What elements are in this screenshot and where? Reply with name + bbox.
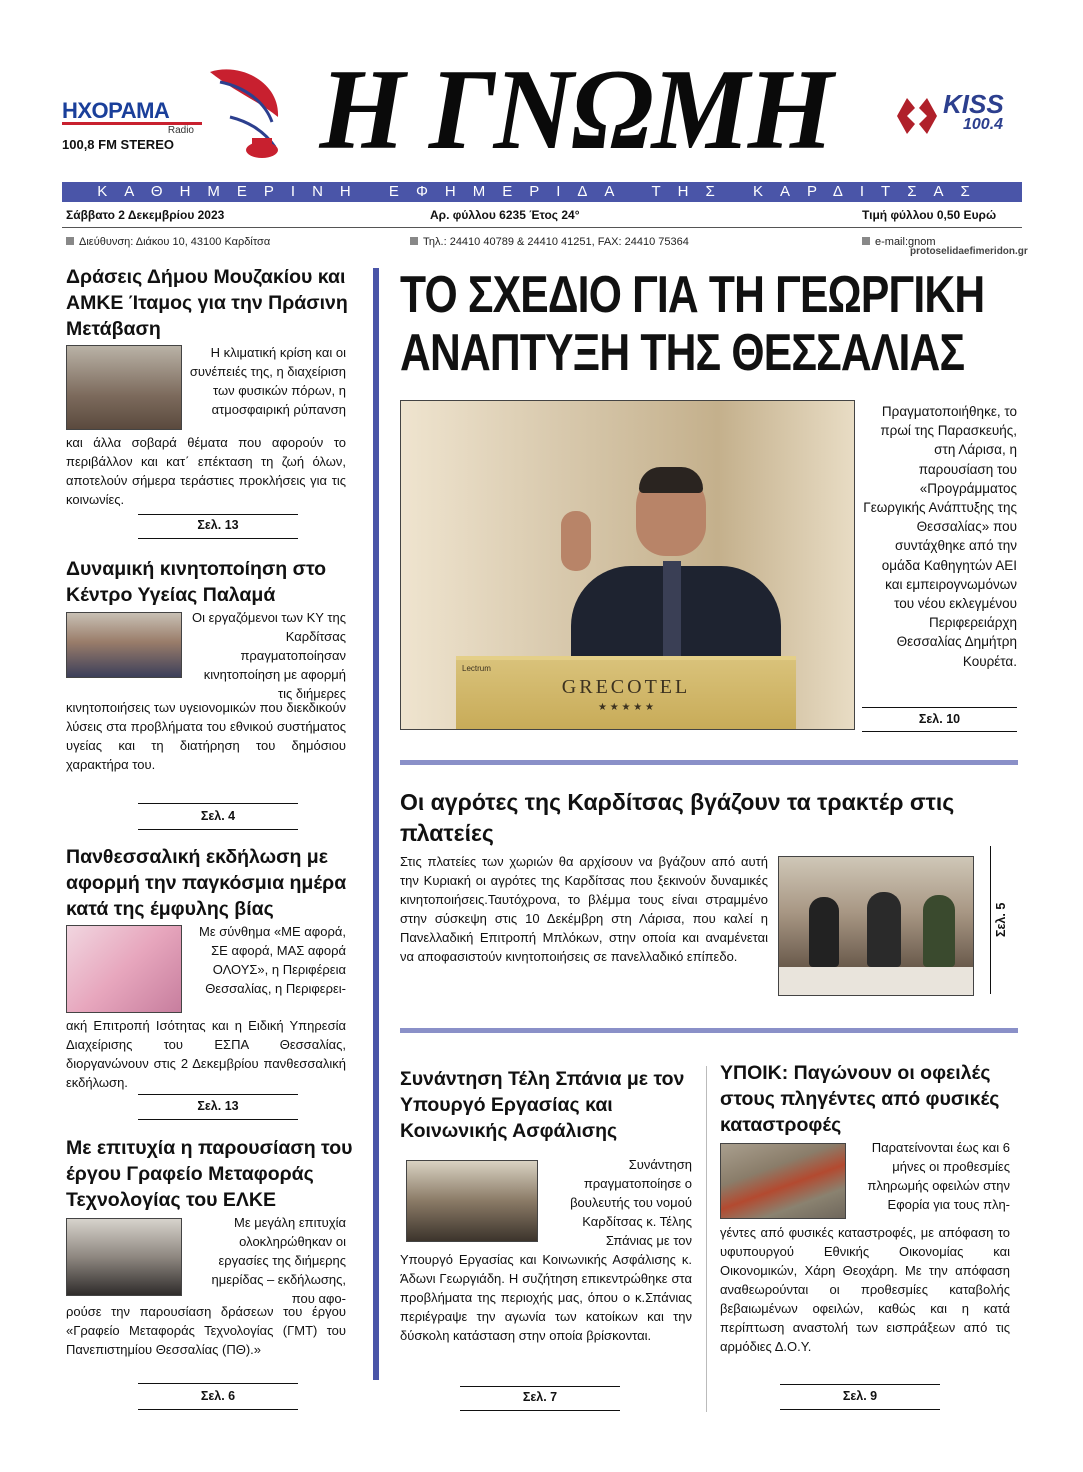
- contact-phones: Τηλ.: 24410 40789 & 24410 41251, FAX: 24410 75364: [410, 236, 689, 248]
- left-story3-text-beside: Με σύνθημα «ΜΕ αφορά, ΣΕ αφορά, ΜΑΣ αφορά ΟΛΟΥΣ», η Περιφέρεια Θεσσαλίας, η Περιφερει-: [199, 924, 346, 996]
- issue-price: Τιμή φύλλου 0,50 Ευρώ: [862, 208, 997, 222]
- main-section-rule: [400, 760, 1018, 765]
- story2-photo: [778, 856, 974, 996]
- main-headline-line1: ΤΟ ΣΧΕΔΙΟ ΓΙΑ ΤΗ ΓΕΩΡΓΙΚΗ: [400, 266, 985, 324]
- contact-email: e-mail:gnom: [862, 236, 936, 248]
- left-story1-rule: [138, 514, 298, 515]
- story2-headline[interactable]: Οι αγρότες της Καρδίτσας βγάζουν τα τρακτέρ στις πλατείες: [400, 789, 955, 846]
- kiss-frequency: 100.4: [963, 116, 1004, 133]
- story4-headline[interactable]: ΥΠΟΙΚ: Παγώνουν οι οφειλές στους πληγέντες από φυσικές καταστροφές: [720, 1062, 1000, 1136]
- left-story2-text-beside: Οι εργαζόμενοι των ΚΥ της Καρδίτσας πραγματοποίησαν κινητοποίηση με αφορμή τις διήμερες: [192, 610, 346, 701]
- speaker-figure: [551, 471, 781, 671]
- left-story3-rule: [138, 1094, 298, 1095]
- left-story2-headline[interactable]: Δυναμική κινητοποίηση στο Κέντρο Υγείας Παλαμά: [66, 558, 327, 606]
- left-story2-text-below: κινητοποιήσεις των υγειονομικών που διεκδικούν λύσεις στα προβλήματα του εθνικού συστήματος υγείας και τη διατήρηση του δημόσιου χαρακτήρα του.: [66, 700, 346, 772]
- left-story3-headline[interactable]: Πανθεσσαλική εκδήλωση με αφορμή την παγκόσμια ημέρα κατά της έμφυλης βίας: [66, 846, 347, 920]
- left-story1-photo: [66, 345, 182, 430]
- left-story4-rule-bottom: [138, 1409, 298, 1410]
- left-story2-rule-bottom: [138, 829, 298, 830]
- main-headline-line2: ΑΝΑΠΤΥΞΗ ΤΗΣ ΘΕΣΣΑΛΙΑΣ: [400, 324, 965, 382]
- story2-page[interactable]: Σελ. 5: [994, 902, 1008, 938]
- left-story3-rule-bottom: [138, 1119, 298, 1120]
- main-headline[interactable]: [400, 266, 985, 382]
- contact-address: Διεύθυνση: Διάκου 10, 43100 Καρδίτσα: [66, 236, 270, 248]
- main-photo: [400, 400, 855, 730]
- story2-text: Στις πλατείες των χωριών θα αρχίσουν να βγάζουν από αυτή την Κυριακή οι αγρότες της Καρδίτσας που ξεκινούν δυναμικές κινητοποιήσεις.Ταυτόχρονα, το βλέμμα τους είναι στραμμένο στην σύσκεψη στις 10 Δεκέμβρη στη Λάρισα, που καλεί η Πανελλαδική Επιτροπή Μπλόκων, στην οποία και αναμένεται να αποφασιστούν κινητοποιήσεις σε πανελλαδικό επίπεδο.: [400, 854, 768, 964]
- column-divider: [373, 268, 379, 1380]
- story3-rule: [460, 1386, 620, 1387]
- story2-section-rule: [400, 1028, 1018, 1033]
- left-story4-text-below: ρούσε την παρουσίαση δράσεων του έργου «Γραφείο Μεταφοράς Τεχνολογίας (ΓΜΤ) του Πανεπιστημίου Θεσσαλίας (ΠΘ).»: [66, 1304, 346, 1357]
- story4-text-below: γέντες από φυσικές καταστροφές, με απόφαση το υφυπουργού Εθνικής Οικονομίας και Οικονομικών, Χάρη Θεοχάρη. Με την απόφαση αναθεωρούνται οι προθεσμίες καταβολής βεβαιωμένων οφειλών, καθώς και η κατά περίπτωση αναστολή των εισπράξεων από τις αρμόδιες Δ.Ο.Υ.: [720, 1225, 1010, 1354]
- kiss-name: KISS: [943, 89, 1004, 119]
- left-story2-rule: [138, 803, 298, 804]
- lectern-label: Lectrum: [462, 664, 491, 673]
- issue-date: Σάββατο 2 Δεκεμβρίου 2023: [66, 208, 225, 222]
- watermark: protoselidaefimeridon.gr: [910, 246, 1028, 257]
- podium: [456, 656, 796, 730]
- story3-divider: [706, 1066, 707, 1412]
- left-story1-text-beside: Η κλιματική κρίση και οι συνέπειές της, η διαχείριση των φυσικών πόρων, η ατμοσφαιρική ρύπανση: [189, 345, 346, 417]
- kiss-lips-icon: [893, 94, 941, 138]
- main-text: Πραγματοποιήθηκε, το πρωί της Παρασκευής, στη Λάρισα, η παρουσίαση του «Προγράμματος Γεωργικής Ανάπτυξης της Θεσσαλίας» που συντάχθηκε από την ομάδα Καθηγητών ΑΕΙ και εμπειρογνωμόνων του νέου εκλεγμένου Περιφερειάρχη Θεσσαλίας Δημήτρη Κουρέτα.: [863, 404, 1017, 669]
- radio-ichorama-logo: [62, 100, 202, 153]
- radio-kiss-logo: [893, 89, 1023, 142]
- left-story3-text-below: ακή Επιτροπή Ισότητας και η Ειδική Υπηρεσία Διαχείρισης του ΕΣΠΑ Θεσσαλίας, διοργανώνουν στις 2 Δεκεμβρίου πανθεσσαλική εκδήλωση.: [66, 1018, 346, 1090]
- ichorama-name: ΗΧΟΡΑΜΑ: [62, 100, 202, 125]
- story4-rule-bottom: [780, 1409, 940, 1410]
- main-rule: [862, 707, 1017, 708]
- left-story1-rule-bottom: [138, 538, 298, 539]
- main-page[interactable]: Σελ. 10: [918, 712, 961, 726]
- left-story1-headline[interactable]: Δράσεις Δήμου Μουζακίου και ΑΜΚΕ Ίταμος για την Πράσινη Μετάβαση: [66, 266, 348, 340]
- left-story1-page[interactable]: Σελ. 13: [197, 518, 239, 532]
- story4-rule: [780, 1384, 940, 1385]
- left-story4-photo: [66, 1218, 182, 1296]
- tagline-band: ΚΑΘΗΜΕΡΙΝΗ ΕΦΗΜΕΡΙΔΑ ΤΗΣ ΚΑΡΔΙΤΣΑΣ: [62, 182, 1022, 202]
- story4-page[interactable]: Σελ. 9: [842, 1389, 878, 1403]
- ichorama-sub: Radio: [167, 125, 194, 136]
- main-rule-bottom: [862, 731, 1017, 732]
- left-story4-page[interactable]: Σελ. 6: [200, 1389, 236, 1403]
- left-story1-text-below: και άλλα σοβαρά θέματα που αφορούν το περιβάλλον και κατ΄ επέκταση τη ζωή όλων, αποτελούν σήμερα τεράστιες προκλήσεις για τις κοινωνίες.: [66, 435, 346, 507]
- story4-flood-photo: [720, 1143, 846, 1219]
- left-story3-page[interactable]: Σελ. 13: [197, 1099, 239, 1113]
- story3-rule-bottom: [460, 1410, 620, 1411]
- podium-stars: ★ ★ ★ ★ ★: [598, 702, 654, 713]
- story3-headline[interactable]: Συνάντηση Τέλη Σπάνια με τον Υπουργό Εργασίας και Κοινωνικής Ασφάλισης: [400, 1068, 685, 1142]
- issue-number: Αρ. φύλλου 6235 Έτος 24°: [430, 208, 580, 222]
- masthead-divider: [62, 227, 1022, 228]
- story3-text-below: Υπουργό Εργασίας και Κοινωνικής Ασφάλισης κ. Άδωνι Γεωργιάδη. Η συζήτηση επικεντρώθηκε στα προβλήματα της περιοχής μας, όπου ο κ.Σπάνιας περιέγραψε την αγωνία των κατοίκων και την δύσκολη κατάσταση στην οποία βρίσκονται.: [400, 1252, 692, 1343]
- story3-photo: [406, 1160, 538, 1242]
- story3-page[interactable]: Σελ. 7: [522, 1390, 558, 1404]
- story2-page-rule: [990, 846, 991, 994]
- left-story2-page[interactable]: Σελ. 4: [200, 809, 236, 823]
- quill-inkwell-icon: [200, 62, 292, 162]
- ichorama-frequency: 100,8 FM STEREO: [62, 137, 174, 152]
- left-story4-headline[interactable]: Με επιτυχία η παρουσίαση του έργου Γραφείο Μεταφοράς Τεχνολογίας του ΕΛΚΕ: [66, 1137, 353, 1211]
- left-story4-rule: [138, 1383, 298, 1384]
- story4-text-beside: Παρατείνονται έως και 6 μήνες οι προθεσμίες πληρωμής οφειλών στην Εφορία για τους πλη-: [867, 1140, 1010, 1212]
- podium-sign: GRECOTEL: [561, 676, 691, 698]
- newspaper-title: Η ΓΝΩΜΗ: [319, 46, 832, 174]
- left-story3-poster: [66, 925, 182, 1013]
- left-story2-photo: [66, 612, 182, 678]
- story3-text-beside: Συνάντηση πραγματοποίησε ο βουλευτής του νομού Καρδίτσας κ. Τέλης Σπάνιας με τον: [570, 1157, 692, 1248]
- left-story4-text-beside: Με μεγάλη επιτυχία ολοκληρώθηκαν οι εργασίες της διήμερης ημερίδας – εκδήλωσης, που αφο-: [211, 1215, 346, 1306]
